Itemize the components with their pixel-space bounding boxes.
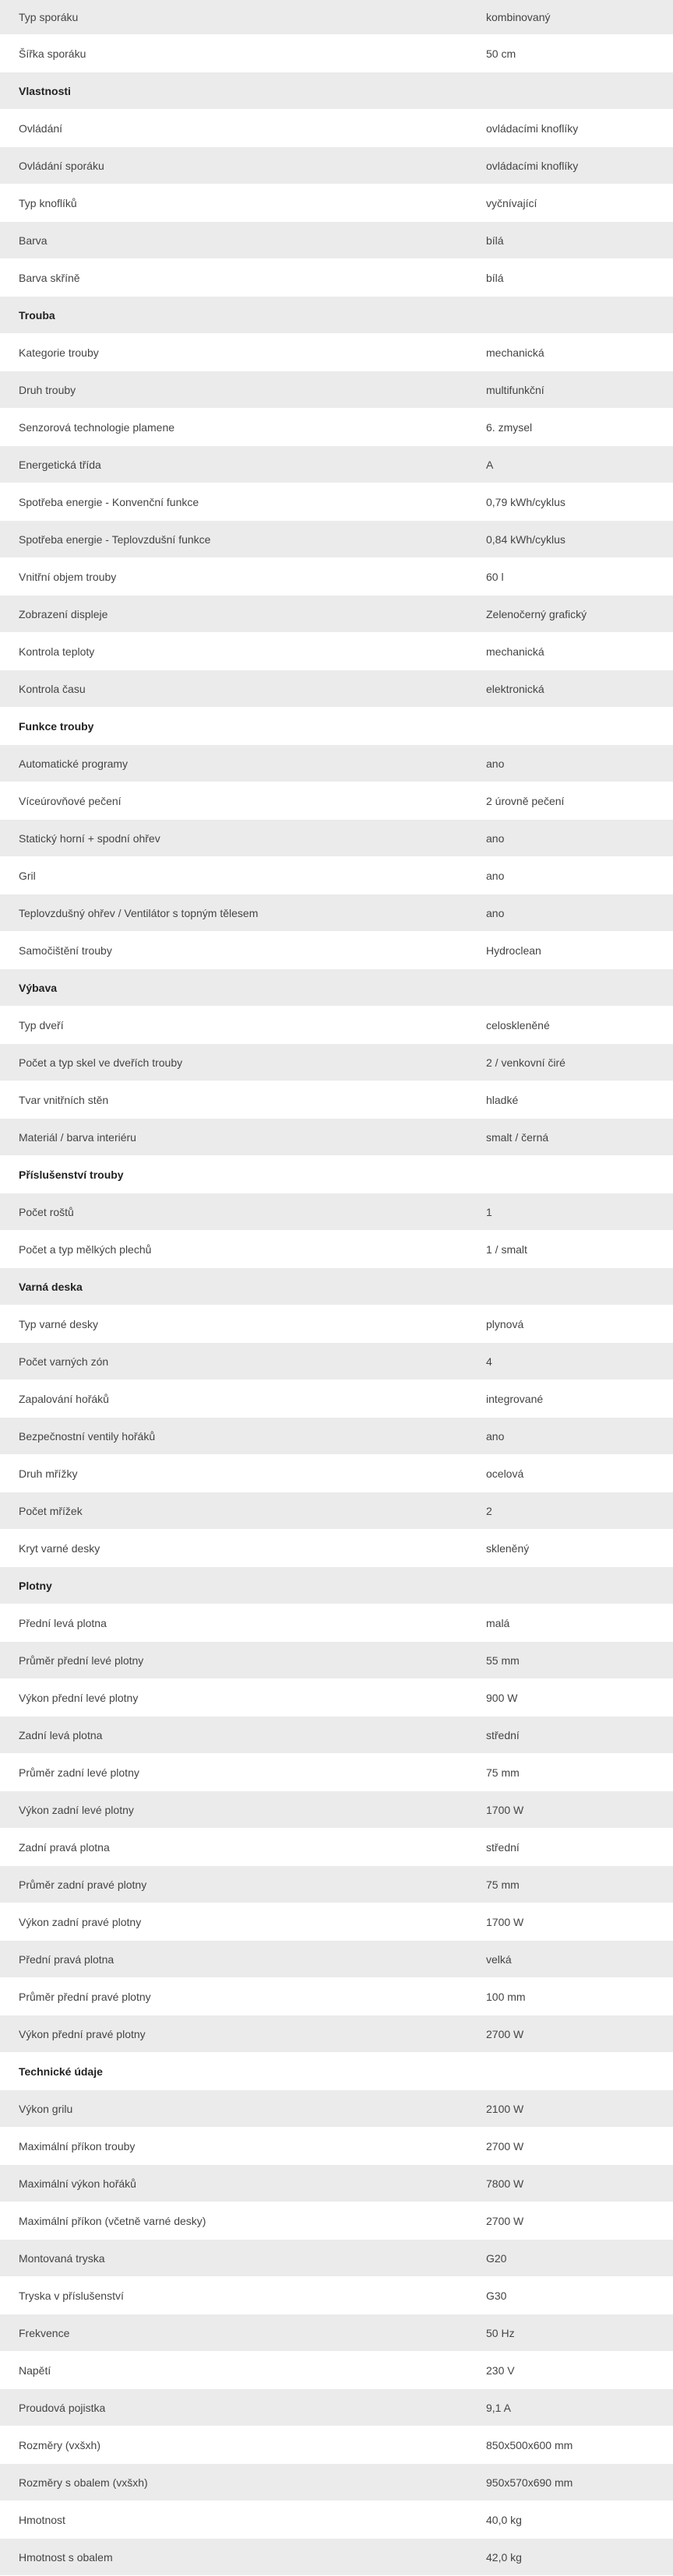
spec-label: Průměr zadní levé plotny — [0, 1754, 470, 1791]
spec-label: Druh trouby — [0, 371, 470, 409]
spec-label: Počet a typ mělkých plechů — [0, 1231, 470, 1268]
section-header-row — [0, 1156, 673, 1193]
spec-row — [0, 1455, 673, 1492]
spec-value: střední — [470, 1717, 673, 1754]
spec-label: Typ knoflíků — [0, 185, 470, 222]
spec-value: 75 mm — [470, 1866, 673, 1903]
spec-value: 55 mm — [470, 1642, 673, 1679]
spec-label: Počet roštů — [0, 1193, 470, 1231]
spec-label: Gril — [0, 857, 470, 894]
spec-label: Šířka sporáku — [0, 35, 470, 72]
spec-value: ano — [470, 745, 673, 782]
spec-row — [0, 2090, 673, 2128]
spec-row — [0, 1829, 673, 1866]
spec-row — [0, 596, 673, 633]
spec-value: 7800 W — [470, 2165, 673, 2202]
spec-value: Hydroclean — [470, 932, 673, 969]
spec-row — [0, 483, 673, 521]
spec-row — [0, 1978, 673, 2015]
spec-value: 2 / venkovní čiré — [470, 1044, 673, 1081]
spec-row — [0, 1081, 673, 1119]
spec-label: Přední levá plotna — [0, 1604, 470, 1642]
spec-label: Materiál / barva interiéru — [0, 1119, 470, 1156]
spec-row — [0, 1941, 673, 1978]
spec-label: Výkon přední pravé plotny — [0, 2015, 470, 2053]
spec-label: Typ sporáku — [0, 0, 470, 35]
spec-label: Frekvence — [0, 2314, 470, 2352]
spec-value: 50 Hz — [470, 2314, 673, 2352]
section-title: Varná deska — [0, 1268, 673, 1306]
spec-value: 1700 W — [470, 1791, 673, 1829]
spec-label: Rozměry s obalem (vxšxh) — [0, 2464, 470, 2501]
spec-label: Kontrola času — [0, 670, 470, 708]
spec-label: Automatické programy — [0, 745, 470, 782]
spec-row — [0, 2427, 673, 2464]
spec-value: bílá — [470, 222, 673, 259]
spec-row — [0, 147, 673, 185]
spec-row — [0, 857, 673, 894]
spec-value: 42,0 kg — [470, 2539, 673, 2576]
spec-label: Senzorová technologie plamene — [0, 409, 470, 446]
section-header-row — [0, 1268, 673, 1306]
section-title: Funkce trouby — [0, 708, 673, 745]
spec-row — [0, 334, 673, 371]
spec-label: Hmotnost — [0, 2501, 470, 2539]
spec-value: Zelenočerný grafický — [470, 596, 673, 633]
spec-value: kombinovaný — [470, 0, 673, 35]
spec-value: 1 / smalt — [470, 1231, 673, 1268]
spec-value: hladké — [470, 1081, 673, 1119]
spec-row — [0, 1044, 673, 1081]
spec-label: Energetická třída — [0, 446, 470, 483]
spec-label: Hmotnost s obalem — [0, 2539, 470, 2576]
spec-value: celoskleněné — [470, 1007, 673, 1044]
spec-row — [0, 1231, 673, 1268]
spec-row — [0, 2352, 673, 2389]
spec-value: 230 V — [470, 2352, 673, 2389]
spec-value: multifunkční — [470, 371, 673, 409]
spec-value: 900 W — [470, 1679, 673, 1717]
spec-value: 40,0 kg — [470, 2501, 673, 2539]
spec-row — [0, 2277, 673, 2314]
section-title: Technické údaje — [0, 2053, 673, 2090]
spec-label: Výkon grilu — [0, 2090, 470, 2128]
spec-label: Spotřeba energie - Teplovzdušní funkce — [0, 521, 470, 558]
spec-value: 2 — [470, 1492, 673, 1530]
spec-label: Samočištění trouby — [0, 932, 470, 969]
spec-value: bílá — [470, 259, 673, 297]
spec-label: Počet mřížek — [0, 1492, 470, 1530]
spec-row — [0, 1343, 673, 1380]
spec-value: 2700 W — [470, 2128, 673, 2165]
spec-label: Maximální příkon (včetně varné desky) — [0, 2202, 470, 2240]
section-header-row — [0, 2053, 673, 2090]
spec-value: 950x570x690 mm — [470, 2464, 673, 2501]
spec-label: Barva — [0, 222, 470, 259]
spec-label: Barva skříně — [0, 259, 470, 297]
spec-row — [0, 1530, 673, 1567]
spec-value: smalt / černá — [470, 1119, 673, 1156]
spec-value: elektronická — [470, 670, 673, 708]
spec-row — [0, 1903, 673, 1941]
spec-label: Vnitřní objem trouby — [0, 558, 470, 596]
spec-label: Počet a typ skel ve dveřích trouby — [0, 1044, 470, 1081]
spec-row — [0, 2165, 673, 2202]
spec-value: 850x500x600 mm — [470, 2427, 673, 2464]
spec-value: integrované — [470, 1380, 673, 1418]
spec-label: Průměr zadní pravé plotny — [0, 1866, 470, 1903]
spec-label: Kryt varné desky — [0, 1530, 470, 1567]
spec-label: Počet varných zón — [0, 1343, 470, 1380]
spec-value: 2100 W — [470, 2090, 673, 2128]
spec-row — [0, 446, 673, 483]
spec-value: plynová — [470, 1306, 673, 1343]
spec-row — [0, 35, 673, 72]
spec-label: Druh mřížky — [0, 1455, 470, 1492]
spec-row — [0, 0, 673, 35]
spec-row — [0, 222, 673, 259]
spec-value: mechanická — [470, 633, 673, 670]
spec-row — [0, 2539, 673, 2576]
spec-value: 0,79 kWh/cyklus — [470, 483, 673, 521]
spec-label: Přední pravá plotna — [0, 1941, 470, 1978]
spec-row — [0, 110, 673, 147]
spec-value: A — [470, 446, 673, 483]
section-header-row — [0, 297, 673, 334]
spec-row — [0, 2240, 673, 2277]
spec-value: ovládacími knoflíky — [470, 147, 673, 185]
spec-value: 0,84 kWh/cyklus — [470, 521, 673, 558]
section-header-row — [0, 72, 673, 110]
spec-value: 50 cm — [470, 35, 673, 72]
section-header-row — [0, 708, 673, 745]
spec-row — [0, 894, 673, 932]
spec-label: Výkon zadní pravé plotny — [0, 1903, 470, 1941]
spec-label: Maximální příkon trouby — [0, 2128, 470, 2165]
section-title: Příslušenství trouby — [0, 1156, 673, 1193]
spec-label: Kontrola teploty — [0, 633, 470, 670]
spec-value: ano — [470, 820, 673, 857]
spec-value: malá — [470, 1604, 673, 1642]
spec-label: Zapalování hořáků — [0, 1380, 470, 1418]
spec-value: vyčnívající — [470, 185, 673, 222]
spec-row — [0, 409, 673, 446]
spec-row — [0, 1492, 673, 1530]
spec-row — [0, 1604, 673, 1642]
spec-row — [0, 2464, 673, 2501]
spec-value: mechanická — [470, 334, 673, 371]
spec-row — [0, 2389, 673, 2427]
spec-label: Výkon přední levé plotny — [0, 1679, 470, 1717]
spec-value: ano — [470, 857, 673, 894]
spec-row — [0, 1418, 673, 1455]
spec-row — [0, 1717, 673, 1754]
spec-row — [0, 633, 673, 670]
spec-value: ovládacími knoflíky — [470, 110, 673, 147]
spec-value: ano — [470, 894, 673, 932]
section-title: Trouba — [0, 297, 673, 334]
spec-label: Kategorie trouby — [0, 334, 470, 371]
spec-value: 2700 W — [470, 2202, 673, 2240]
spec-row — [0, 1119, 673, 1156]
spec-value: 1 — [470, 1193, 673, 1231]
spec-row — [0, 1306, 673, 1343]
spec-label: Průměr přední pravé plotny — [0, 1978, 470, 2015]
spec-row — [0, 1193, 673, 1231]
spec-row — [0, 670, 673, 708]
spec-label: Napětí — [0, 2352, 470, 2389]
spec-value: 1700 W — [470, 1903, 673, 1941]
spec-row — [0, 259, 673, 297]
spec-value: G20 — [470, 2240, 673, 2277]
spec-row — [0, 185, 673, 222]
spec-value: 4 — [470, 1343, 673, 1380]
spec-row — [0, 521, 673, 558]
spec-label: Proudová pojistka — [0, 2389, 470, 2427]
spec-label: Tvar vnitřních stěn — [0, 1081, 470, 1119]
spec-label: Ovládání sporáku — [0, 147, 470, 185]
spec-label: Výkon zadní levé plotny — [0, 1791, 470, 1829]
spec-row — [0, 2128, 673, 2165]
spec-row — [0, 2202, 673, 2240]
spec-row — [0, 1866, 673, 1903]
spec-value: G30 — [470, 2277, 673, 2314]
spec-value: 75 mm — [470, 1754, 673, 1791]
spec-row — [0, 782, 673, 820]
spec-row — [0, 1380, 673, 1418]
spec-label: Typ varné desky — [0, 1306, 470, 1343]
spec-value: 100 mm — [470, 1978, 673, 2015]
spec-label: Statický horní + spodní ohřev — [0, 820, 470, 857]
spec-value: skleněný — [470, 1530, 673, 1567]
spec-row — [0, 932, 673, 969]
spec-value: 2700 W — [470, 2015, 673, 2053]
section-title: Vlastnosti — [0, 72, 673, 110]
spec-label: Tryska v příslušenství — [0, 2277, 470, 2314]
section-header-row — [0, 1567, 673, 1604]
spec-value: 6. zmysel — [470, 409, 673, 446]
spec-value: 2 úrovně pečení — [470, 782, 673, 820]
spec-row — [0, 745, 673, 782]
spec-label: Zadní pravá plotna — [0, 1829, 470, 1866]
spec-row — [0, 1642, 673, 1679]
spec-row — [0, 1754, 673, 1791]
spec-label: Rozměry (vxšxh) — [0, 2427, 470, 2464]
spec-row — [0, 1679, 673, 1717]
spec-row — [0, 1007, 673, 1044]
section-title: Plotny — [0, 1567, 673, 1604]
spec-value: 9,1 A — [470, 2389, 673, 2427]
spec-label: Typ dveří — [0, 1007, 470, 1044]
spec-label: Spotřeba energie - Konvenční funkce — [0, 483, 470, 521]
spec-label: Maximální výkon hořáků — [0, 2165, 470, 2202]
spec-row — [0, 820, 673, 857]
spec-row — [0, 2501, 673, 2539]
spec-row — [0, 371, 673, 409]
spec-row — [0, 558, 673, 596]
spec-label: Průměr přední levé plotny — [0, 1642, 470, 1679]
spec-value: střední — [470, 1829, 673, 1866]
section-title: Výbava — [0, 969, 673, 1007]
spec-label: Zobrazení displeje — [0, 596, 470, 633]
spec-label: Montovaná tryska — [0, 2240, 470, 2277]
spec-row — [0, 2314, 673, 2352]
spec-value: 60 l — [470, 558, 673, 596]
section-header-row — [0, 969, 673, 1007]
spec-value: velká — [470, 1941, 673, 1978]
spec-row — [0, 1791, 673, 1829]
spec-label: Teplovzdušný ohřev / Ventilátor s topným tělesem — [0, 894, 470, 932]
spec-value: ano — [470, 1418, 673, 1455]
spec-label: Bezpečnostní ventily hořáků — [0, 1418, 470, 1455]
spec-row — [0, 2015, 673, 2053]
spec-label: Ovládání — [0, 110, 470, 147]
spec-label: Víceúrovňové pečení — [0, 782, 470, 820]
spec-value: ocelová — [470, 1455, 673, 1492]
spec-label: Zadní levá plotna — [0, 1717, 470, 1754]
